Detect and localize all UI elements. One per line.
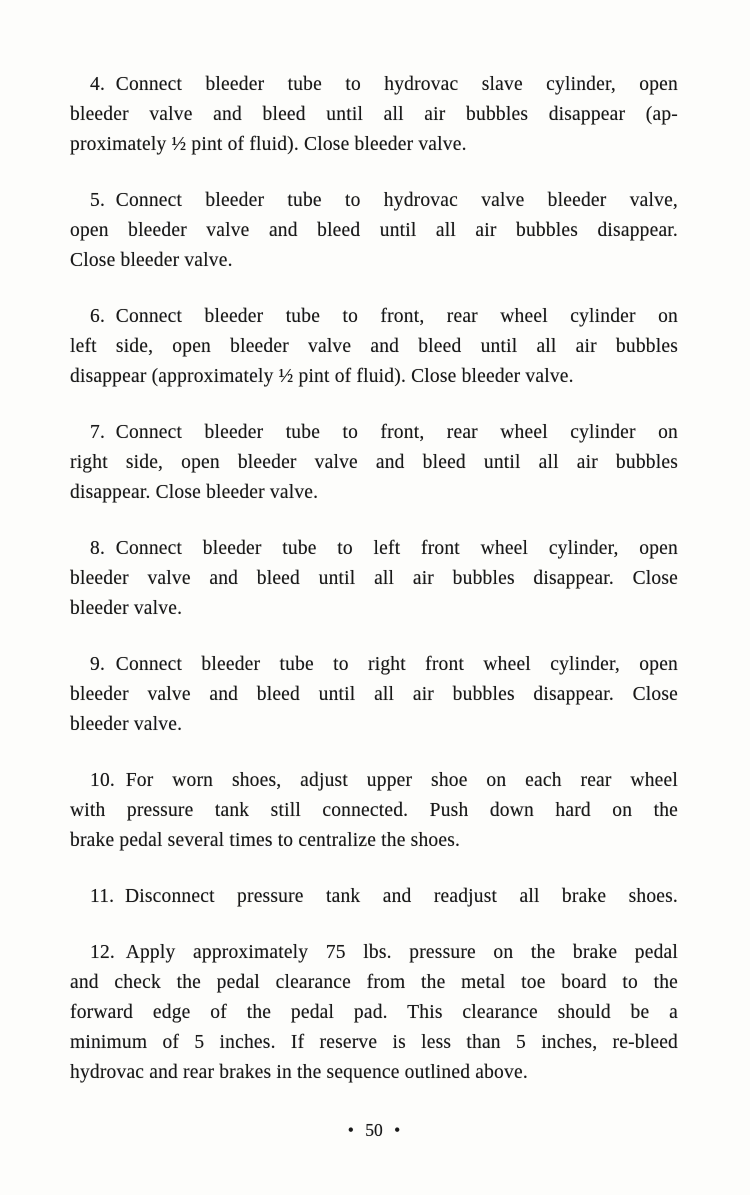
- line-text: Connect bleeder tube to right front wheel cylinder, open: [115, 654, 678, 675]
- instruction-paragraph: [70, 302, 678, 392]
- instruction-paragraph: [70, 418, 678, 508]
- instruction-paragraph: [70, 70, 678, 160]
- text-line: brake pedal several times to centralize the shoes.: [70, 830, 461, 851]
- text-line: [70, 186, 678, 216]
- item-number: 6.: [90, 306, 106, 327]
- item-number: 8.: [90, 538, 106, 559]
- text-line: Close bleeder valve.: [70, 250, 233, 271]
- text-line: minimum of 5 inches. If reserve is less than 5 inches, re-bleed: [70, 1032, 678, 1053]
- text-line: open bleeder valve and bleed until all air bubbles disappear.: [70, 220, 678, 241]
- text-line: [70, 70, 678, 100]
- item-number: 5.: [90, 190, 106, 211]
- item-number: 9.: [90, 654, 106, 675]
- line-text: Connect bleeder tube to left front wheel cylinder, open: [115, 538, 678, 559]
- instruction-paragraph: [70, 766, 678, 856]
- text-line: bleeder valve and bleed until all air bubbles disappear. Close: [70, 568, 678, 589]
- text-line: [70, 534, 678, 564]
- text-line: [70, 938, 678, 968]
- text-line: [70, 766, 678, 796]
- line-text: Connect bleeder tube to hydrovac valve bleeder valve,: [115, 190, 678, 211]
- text-line: forward edge of the pedal pad. This clearance should be a: [70, 1002, 678, 1023]
- instruction-paragraph: [70, 882, 678, 912]
- text-line: [70, 302, 678, 332]
- text-line: disappear. Close bleeder valve.: [70, 482, 319, 503]
- line-text: For worn shoes, adjust upper shoe on each rear wheel: [125, 770, 678, 791]
- item-number: 7.: [90, 422, 106, 443]
- line-text: Disconnect pressure tank and readjust all brake shoes.: [124, 886, 678, 907]
- item-number: 4.: [90, 74, 106, 95]
- text-line: proximately ½ pint of fluid). Close bleeder valve.: [70, 134, 467, 155]
- text-line: bleeder valve and bleed until all air bubbles disappear. Close: [70, 684, 678, 705]
- line-text: Connect bleeder tube to front, rear wheel cylinder on: [115, 422, 678, 443]
- text-line: right side, open bleeder valve and bleed until all air bubbles: [70, 452, 678, 473]
- instruction-paragraph: [70, 938, 678, 1088]
- text-line: and check the pedal clearance from the metal toe board to the: [70, 972, 678, 993]
- instruction-paragraph: [70, 650, 678, 740]
- text-line: [70, 650, 678, 680]
- instruction-list: [70, 70, 678, 1088]
- page-number: • 50 •: [347, 1120, 401, 1140]
- item-number: 11.: [90, 886, 115, 907]
- text-line: left side, open bleeder valve and bleed until all air bubbles: [70, 336, 678, 357]
- item-number: 12.: [90, 942, 115, 963]
- text-line: bleeder valve.: [70, 714, 183, 735]
- text-line: hydrovac and rear brakes in the sequence outlined above.: [70, 1062, 528, 1083]
- line-text: Apply approximately 75 lbs. pressure on the brake pedal: [125, 942, 678, 963]
- line-text: Connect bleeder tube to front, rear wheel cylinder on: [115, 306, 678, 327]
- line-text: Connect bleeder tube to hydrovac slave cylinder, open: [115, 74, 678, 95]
- text-line: with pressure tank still connected. Push down hard on the: [70, 800, 678, 821]
- text-line: bleeder valve and bleed until all air bubbles disappear (ap-: [70, 104, 678, 125]
- instruction-paragraph: [70, 186, 678, 276]
- text-line: [70, 882, 678, 912]
- text-line: bleeder valve.: [70, 598, 183, 619]
- instruction-paragraph: [70, 534, 678, 624]
- text-line: [70, 418, 678, 448]
- item-number: 10.: [90, 770, 115, 791]
- text-line: disappear (approximately ½ pint of fluid). Close bleeder valve.: [70, 366, 574, 387]
